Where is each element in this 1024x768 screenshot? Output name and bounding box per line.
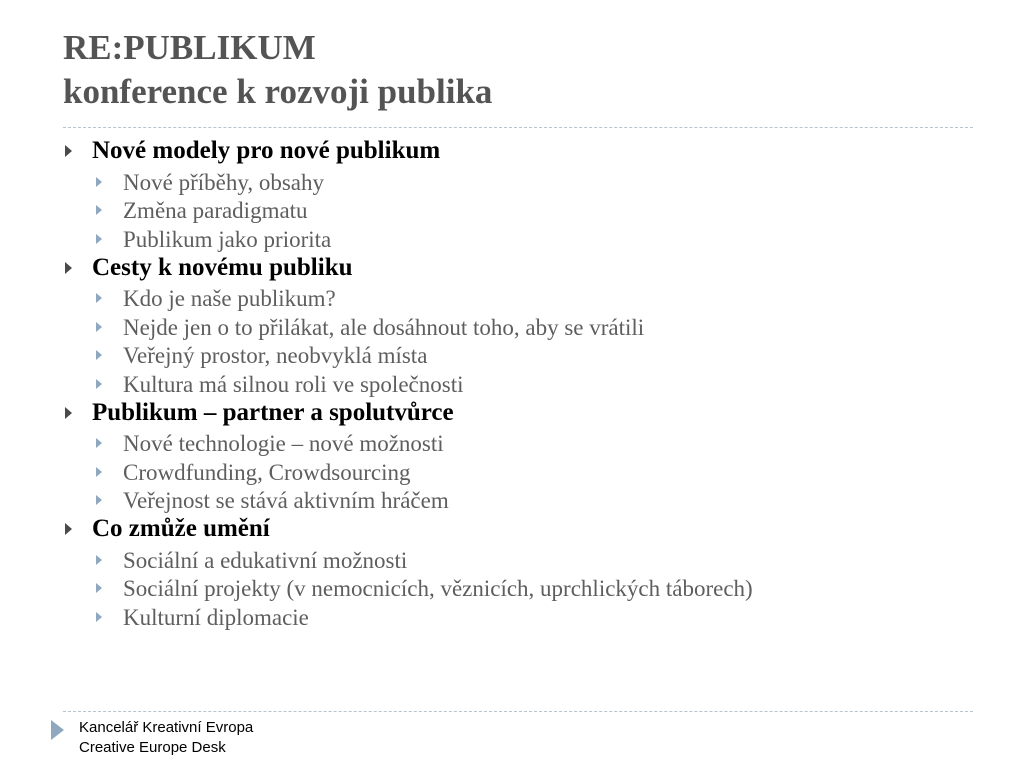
list-item <box>63 489 883 512</box>
title-line-1: RE:PUBLIKUM <box>63 28 316 67</box>
list-item <box>63 577 883 600</box>
list-item <box>63 199 883 222</box>
list-item <box>63 432 883 455</box>
list-item-text: Veřejnost se stává aktivním hráčem <box>123 488 449 513</box>
list-item-text: Kultura má silnou roli ve společnosti <box>123 371 464 397</box>
footer-line-2: Creative Europe Desk <box>79 739 226 756</box>
list-item <box>63 344 883 367</box>
triangle-bullet-icon <box>65 407 72 419</box>
triangle-bullet-icon <box>96 177 102 187</box>
footer-line-1: Kancelář Kreativní Evropa <box>79 719 254 736</box>
triangle-bullet-icon <box>65 523 72 535</box>
top-divider <box>63 127 973 128</box>
triangle-bullet-icon <box>96 495 102 505</box>
list-item-text: Změna paradigmatu <box>123 198 308 223</box>
list-item-text: Nové příběhy, obsahy <box>123 169 324 195</box>
footer-arrow-icon <box>51 720 64 740</box>
triangle-bullet-icon <box>96 205 102 215</box>
triangle-bullet-icon <box>65 145 72 157</box>
list-item <box>63 287 883 310</box>
triangle-bullet-icon <box>96 322 102 332</box>
section-heading <box>63 399 963 427</box>
section-heading <box>63 254 963 282</box>
footer <box>79 718 253 758</box>
list-item <box>63 461 883 484</box>
section-heading-text: Nové modely pro nové publikum <box>92 137 441 164</box>
section-heading <box>63 515 963 543</box>
list-item-text: Sociální projekty (v nemocnicích, věznicích, uprchlických táborech) <box>123 576 753 601</box>
bullet-list <box>63 137 963 629</box>
triangle-bullet-icon <box>96 583 102 593</box>
triangle-bullet-icon <box>96 379 102 389</box>
triangle-bullet-icon <box>96 293 102 303</box>
triangle-bullet-icon <box>96 438 102 448</box>
list-item-text: Crowdfunding, Crowdsourcing <box>123 459 411 485</box>
triangle-bullet-icon <box>65 262 72 274</box>
slide-title <box>63 26 963 114</box>
list-item <box>63 228 883 251</box>
list-item-text: Nové technologie – nové možnosti <box>123 431 444 456</box>
list-item <box>63 549 883 572</box>
triangle-bullet-icon <box>96 350 102 360</box>
bottom-divider <box>63 711 973 712</box>
triangle-bullet-icon <box>96 555 102 565</box>
list-item-text: Sociální a edukativní možnosti <box>123 547 408 573</box>
triangle-bullet-icon <box>96 612 102 622</box>
section-heading <box>63 137 963 165</box>
triangle-bullet-icon <box>96 234 102 244</box>
triangle-bullet-icon <box>96 467 102 477</box>
list-item-text: Kulturní diplomacie <box>123 604 309 630</box>
list-item <box>63 316 883 339</box>
list-item <box>63 606 883 629</box>
title-line-2: konference k rozvoji publika <box>63 72 493 111</box>
list-item <box>63 373 883 396</box>
list-item-text: Nejde jen o to přilákat, ale dosáhnout toho, aby se vrátili <box>123 314 645 340</box>
list-item-text: Kdo je naše publikum? <box>123 286 336 311</box>
section-heading-text: Co zmůže umění <box>92 515 270 542</box>
section-heading-text: Publikum – partner a spolutvůrce <box>92 398 454 426</box>
list-item-text: Veřejný prostor, neobvyklá místa <box>123 343 428 368</box>
list-item <box>63 171 883 194</box>
section-heading-text: Cesty k novému publiku <box>92 253 353 281</box>
list-item-text: Publikum jako priorita <box>123 226 332 252</box>
